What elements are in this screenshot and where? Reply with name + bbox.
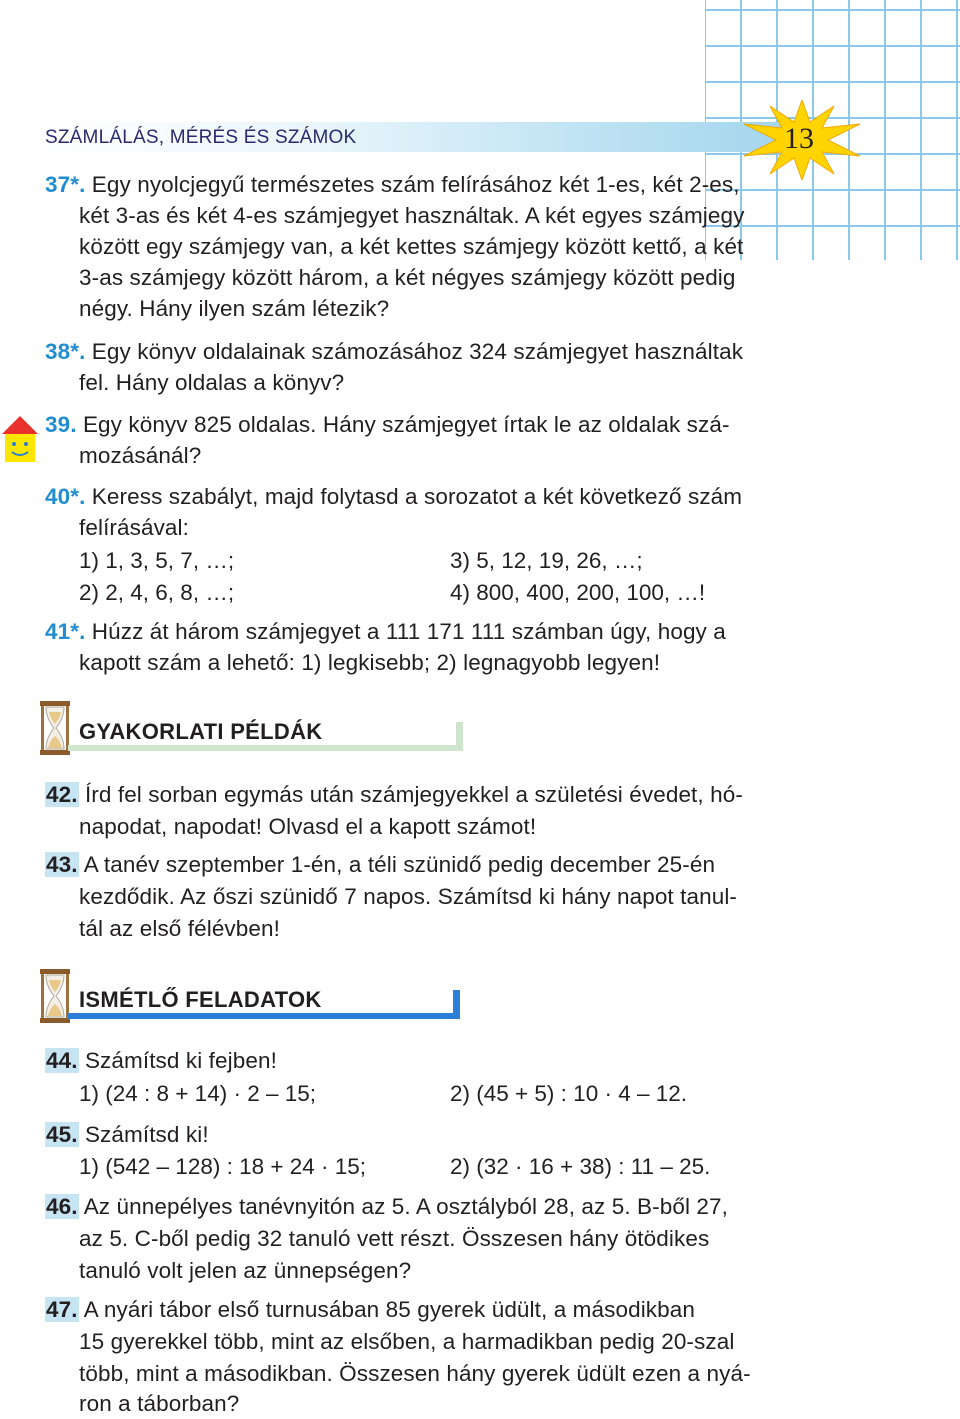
problem-39-line-1	[45, 410, 730, 440]
problem-46-line-2: az 5. C-ből pedig 32 tanuló vett részt. Összesen hány ötödikes	[79, 1226, 710, 1251]
hourglass-icon	[38, 968, 72, 1024]
problem-text: Számítsd ki!	[84, 1122, 209, 1147]
problem-number: 45.	[46, 1122, 78, 1147]
hourglass-icon	[38, 700, 72, 756]
section-underline-end	[456, 722, 463, 751]
expression-2: 2) (45 + 5) : 10 · 4 – 12.	[450, 1081, 688, 1106]
chapter-title: SZÁMLÁLÁS, MÉRÉS ÉS SZÁMOK	[45, 127, 357, 148]
problem-38-line-1	[45, 337, 743, 367]
problem-37-line-3: között egy számjegy van, a két kettes számjegy között kettő, a két	[79, 234, 744, 259]
problem-number: 42.	[46, 782, 78, 807]
problem-42-line-1	[45, 780, 743, 810]
section-underline-end	[453, 990, 460, 1019]
problem-text: Húzz át három számjegyet a 111 171 111 számban úgy, hogy a	[91, 619, 726, 644]
problem-number: 41*.	[45, 619, 86, 644]
expression-2: 2) (32 · 16 + 38) : 11 – 25.	[450, 1154, 711, 1179]
problem-number: 39.	[45, 412, 77, 437]
problem-46-line-3: tanuló volt jelen az ünnepségen?	[79, 1258, 412, 1283]
section-underline	[68, 1013, 460, 1019]
sequence-4: 4) 800, 400, 200, 100, …!	[450, 580, 706, 605]
problem-37-line-1	[45, 170, 740, 200]
problem-37-line-2: két 3-as és két 4-es számjegyet használtak. A két egyes számjegy	[79, 203, 745, 228]
house-icon	[0, 414, 40, 464]
problem-number: 44.	[46, 1048, 78, 1073]
problem-47-line-3: több, mint a másodikban. Összesen hány gyerek üdült ezen a nyá-	[79, 1361, 751, 1386]
problem-47-line-1	[45, 1295, 695, 1325]
problem-47-line-4: ron a táborban?	[79, 1391, 240, 1416]
section-title-review: ISMÉTLŐ FELADATOK	[79, 987, 322, 1012]
page-number: 13	[784, 122, 814, 155]
problem-number: 37*.	[45, 172, 86, 197]
problem-45-line-1	[45, 1120, 209, 1150]
problem-text: Keress szabályt, majd folytasd a sorozatot a két következő szám	[91, 484, 743, 509]
problem-39-line-2: mozásánál?	[79, 443, 202, 468]
problem-text: A nyári tábor első turnusában 85 gyerek üdült, a másodikban	[83, 1297, 695, 1322]
sequence-1: 1) 1, 3, 5, 7, …;	[79, 548, 235, 573]
problem-41-line-1	[45, 617, 726, 647]
section-title-practical: GYAKORLATI PÉLDÁK	[79, 719, 323, 744]
section-underline	[68, 745, 463, 751]
problem-text: Egy könyv 825 oldalas. Hány számjegyet írtak le az oldalak szá-	[82, 412, 730, 437]
problem-text: Egy könyv oldalainak számozásához 324 számjegyet használtak	[91, 339, 744, 364]
problem-text: Írd fel sorban egymás után számjegyekkel a születési évedet, hó-	[84, 782, 743, 807]
problem-41-line-2: kapott szám a lehető: 1) legkisebb; 2) legnagyobb legyen!	[79, 650, 661, 675]
problem-40-line-1	[45, 482, 742, 512]
expression-1: 1) (542 – 128) : 18 + 24 · 15;	[79, 1154, 367, 1179]
problem-text: Az ünnepélyes tanévnyitón az 5. A osztályból 28, az 5. B-ből 27,	[83, 1194, 729, 1219]
problem-number: 38*.	[45, 339, 86, 364]
problem-43-line-3: tál az első félévben!	[79, 916, 280, 941]
problem-number: 43.	[46, 852, 78, 877]
problem-43-line-1	[45, 850, 715, 880]
problem-47-line-2: 15 gyerekkel több, mint az elsőben, a harmadikban pedig 20-szal	[79, 1329, 735, 1354]
problem-40-line-2: felírásával:	[79, 515, 189, 540]
problem-number: 46.	[46, 1194, 78, 1219]
problem-42-line-2: napodat, napodat! Olvasd el a kapott számot!	[79, 814, 537, 839]
problem-38-line-2: fel. Hány oldalas a könyv?	[79, 370, 345, 395]
problem-46-line-1	[45, 1192, 728, 1222]
problem-text: Számítsd ki fejben!	[84, 1048, 277, 1073]
problem-text: A tanév szeptember 1-én, a téli szünidő pedig december 25-én	[83, 852, 716, 877]
problem-37-line-5: négy. Hány ilyen szám létezik?	[79, 296, 390, 321]
problem-number: 40*.	[45, 484, 86, 509]
problem-43-line-2: kezdődik. Az őszi szünidő 7 napos. Számítsd ki hány napot tanul-	[79, 884, 738, 909]
sequence-2: 2) 2, 4, 6, 8, …;	[79, 580, 235, 605]
problem-number: 47.	[46, 1297, 78, 1322]
problem-44-line-1	[45, 1046, 277, 1076]
sequence-3: 3) 5, 12, 19, 26, …;	[450, 548, 643, 573]
expression-1: 1) (24 : 8 + 14) · 2 – 15;	[79, 1081, 317, 1106]
problem-37-line-4: 3-as számjegy között három, a két négyes számjegy között pedig	[79, 265, 736, 290]
problem-text: Egy nyolcjegyű természetes szám felírásához két 1-es, két 2-es,	[91, 172, 740, 197]
